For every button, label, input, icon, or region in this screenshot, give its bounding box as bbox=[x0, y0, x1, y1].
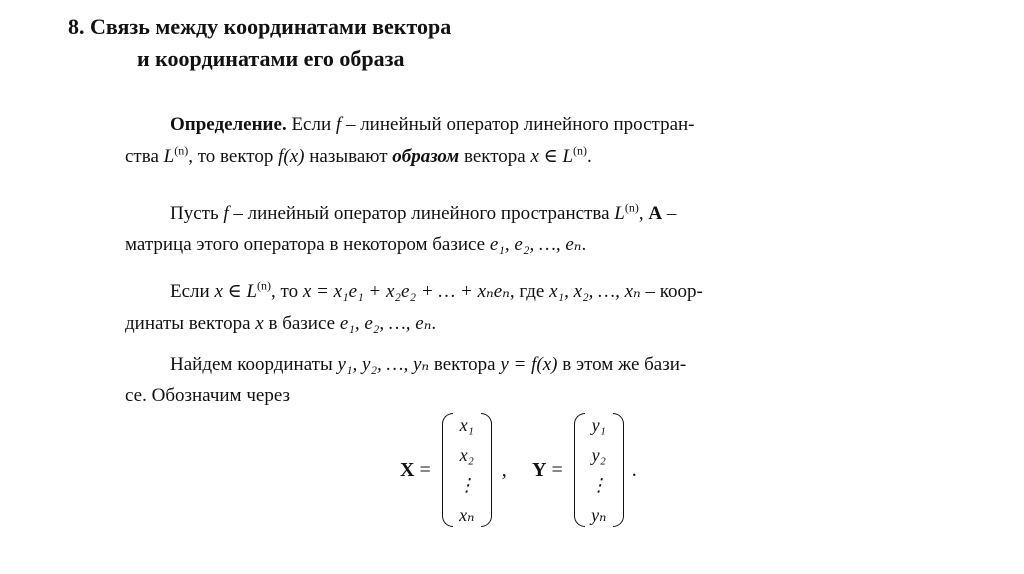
text-fragment: динаты вектора bbox=[125, 313, 256, 334]
math-superscript: (n) bbox=[257, 278, 272, 293]
text-fragment: – bbox=[662, 203, 677, 224]
math-basis: e₁, e₂, …, eₙ bbox=[339, 313, 432, 334]
text-fragment: – линейный оператор линейного простран- bbox=[341, 114, 695, 135]
vector-cell: ⋮ bbox=[589, 475, 608, 495]
column-vector-X bbox=[442, 413, 492, 527]
math-basis: e₁, e₂, …, eₙ bbox=[489, 234, 582, 255]
text-fragment: называют bbox=[304, 146, 393, 167]
math-superscript: (n) bbox=[174, 143, 189, 158]
text-fragment: , где bbox=[509, 281, 550, 302]
math-f: f bbox=[335, 114, 342, 135]
para3-line2 bbox=[125, 312, 436, 336]
vector-cell: x₁ bbox=[459, 415, 474, 435]
term-image: образом bbox=[392, 146, 460, 167]
vector-cell: y₂ bbox=[591, 445, 606, 465]
definition-label: Определение. bbox=[170, 114, 287, 135]
text-fragment: , то вектор bbox=[188, 146, 279, 167]
math-expansion: x = x₁e₁ + x₂e₂ + … + xₙeₙ bbox=[302, 281, 510, 302]
math-y-coords: y₁, y₂, …, yₙ bbox=[337, 354, 430, 375]
equals-sign: = bbox=[546, 458, 568, 481]
para2-line2 bbox=[125, 233, 586, 257]
matrix-X-block bbox=[400, 410, 507, 530]
text-fragment: – коор- bbox=[640, 281, 703, 302]
text-fragment: в базисе bbox=[263, 313, 340, 334]
para4-line2: се. Обозначим через bbox=[125, 385, 290, 406]
para4-line1 bbox=[170, 353, 686, 377]
math-x-in-L: x ∈ L bbox=[214, 281, 258, 302]
text-fragment: вектора bbox=[459, 146, 531, 167]
text-fragment: в этом же бази- bbox=[557, 354, 687, 375]
section-title-line2: и координатами его образа bbox=[137, 46, 405, 71]
vector-cell: y₁ bbox=[591, 415, 606, 435]
matrix-Y-label: Y bbox=[532, 458, 547, 481]
text-fragment: . bbox=[431, 313, 437, 334]
math-f: f bbox=[223, 203, 229, 224]
math-L: L bbox=[163, 146, 175, 167]
text-fragment: . bbox=[587, 146, 592, 167]
math-x-in-L: x ∈ L bbox=[530, 146, 574, 167]
text-fragment: , bbox=[638, 203, 649, 224]
math-y-eq-fx: y = f(x) bbox=[500, 354, 558, 375]
section-title-line1: 8. Связь между координатами вектора bbox=[68, 14, 452, 39]
text-fragment: Если bbox=[286, 114, 336, 135]
vector-cell: x₂ bbox=[459, 445, 474, 465]
math-x: x bbox=[255, 313, 264, 334]
equals-sign: = bbox=[414, 458, 436, 481]
math-coords: x₁, x₂, …, xₙ bbox=[549, 281, 641, 302]
matrix-A: A bbox=[648, 203, 663, 224]
math-superscript: (n) bbox=[573, 143, 588, 158]
comma: , bbox=[501, 458, 507, 481]
math-L: L bbox=[614, 203, 625, 224]
text-fragment: . bbox=[581, 234, 587, 255]
text-fragment: Пусть bbox=[170, 203, 224, 224]
math-superscript: (n) bbox=[624, 200, 639, 215]
definition-line2 bbox=[125, 145, 592, 169]
period: . bbox=[631, 458, 637, 481]
text-fragment: Найдем координаты bbox=[170, 354, 338, 375]
text-fragment: , то bbox=[271, 281, 303, 302]
text-fragment: матрица этого оператора в некотором базисе bbox=[125, 234, 490, 255]
matrix-X-label: X bbox=[400, 458, 415, 481]
text-fragment: – линейный оператор линейного пространства bbox=[228, 203, 615, 224]
matrix-Y-block bbox=[532, 410, 637, 530]
para2-line1 bbox=[170, 202, 676, 226]
column-vector-Y bbox=[574, 413, 624, 527]
math-fx: f(x) bbox=[278, 146, 305, 167]
text-fragment: Если bbox=[170, 281, 215, 302]
text-fragment: вектора bbox=[429, 354, 501, 375]
definition-line1 bbox=[170, 113, 695, 137]
vector-cell: yₙ bbox=[591, 505, 607, 525]
text-fragment: ства bbox=[125, 146, 164, 167]
para3-line1 bbox=[170, 280, 703, 304]
vector-cell: ⋮ bbox=[457, 475, 476, 495]
vector-cell: xₙ bbox=[459, 505, 475, 525]
